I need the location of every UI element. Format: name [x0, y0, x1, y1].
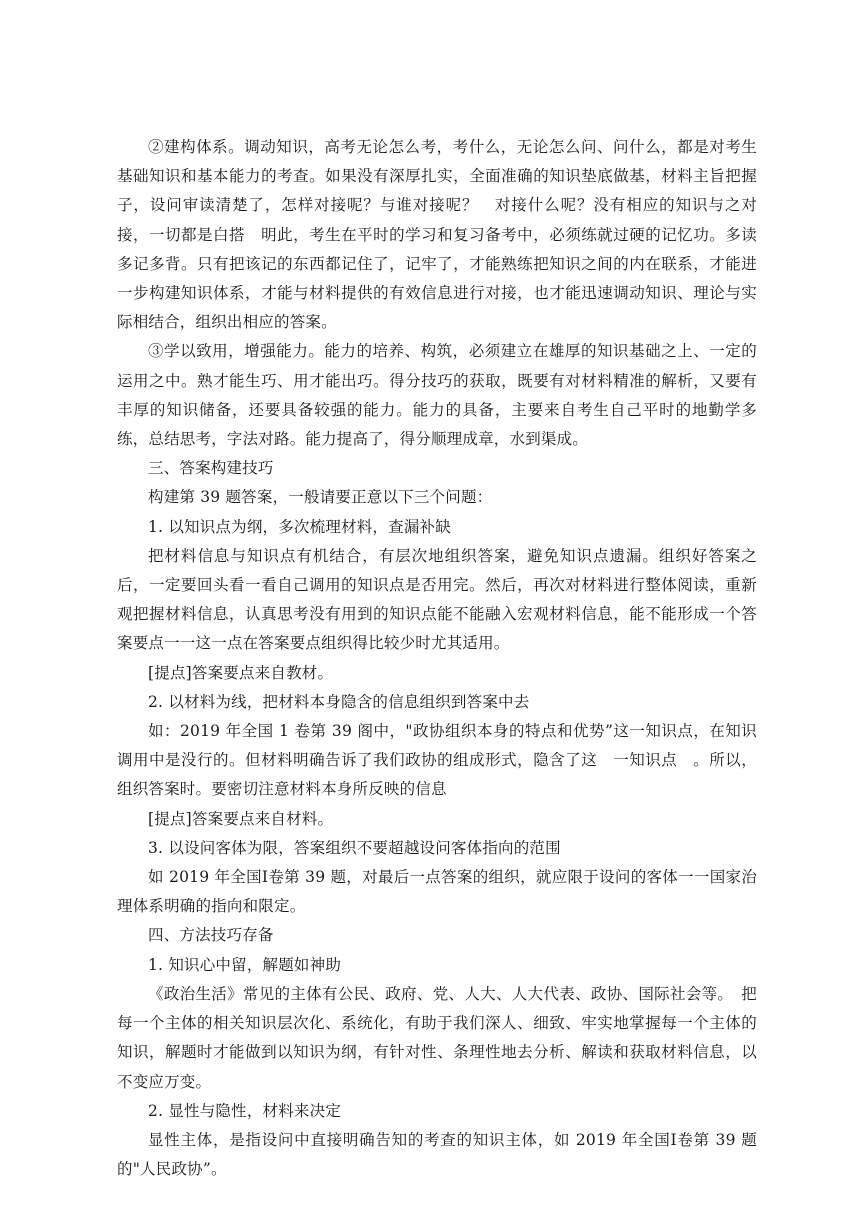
- paragraph-explicit-subject: 显性主体，是指设问中直接明确告知的考查的知识主体，如 2019 年全国Ⅰ卷第 39 题的"人民政协”。: [117, 1130, 757, 1179]
- section-heading-method-reserve: 四、方法技巧存备: [148, 926, 274, 945]
- tip-from-material: [提点]答案要点来自材料。: [148, 809, 334, 828]
- paragraph-example-governance: 如 2019 年全国Ⅰ卷第 39 题，对最后一点答案的组织，就应限于设问的客体一一国家治理体系明确的指向和限定。: [117, 868, 757, 916]
- subheading-material-line: 2. 以材料为线，把材料本身隐含的信息组织到答案中去: [148, 692, 530, 711]
- subheading-knowledge-in-mind: 1. 知识心中留，解题如神助: [148, 955, 342, 974]
- paragraph-apply-knowledge: ③学以致用，增强能力。能力的培养、构筑，必须建立在雄厚的知识基础之上、一定的运用之中。熟才能生巧、用才能出巧。得分技巧的获取，既要有对材料精准的解析，又要有丰厚的知识储备，还要具备较强的能力。能力的具备，主要来自考生自己平时的地勤学多练，总结思考，字法对路。能力提高了，得分顺理成章，水到渠成。: [117, 342, 757, 449]
- subheading-explicit-implicit: 2. 显性与隐性，材料来决定: [148, 1101, 342, 1120]
- document-body: [117, 133, 757, 1184]
- paragraph-three-issues: 构建第 39 题答案，一般请要正意以下三个问题：: [148, 488, 493, 507]
- paragraph-example-2019: 如：2019 年全国 1 卷第 39 阁中，"政协组织本身的特点和优势”这一知识点，在知识调用中是没行的。但材料明确告诉了我们政协的组成形式，隐含了这 一知识点 。所以，组织答案时。要密切注意材料本身所反映的信息: [117, 722, 757, 799]
- paragraph-combine-material: 把材料信息与知识点有机结合，有层次地组织答案，避免知识点遗漏。组织好答案之后，一定要回头看一看自己调用的知识点是否用完。然后，再次对材料进行整体阅读，重新观把握材料信息，认真思考没有用到的知识点能不能融入宏观材料信息，能不能形成一个答案要点一一这一点在答案要点组织得比较少时尤其适用。: [117, 546, 757, 653]
- subheading-knowledge-outline: 1. 以知识点为纲，多次梳理材料，查漏补缺: [148, 517, 451, 536]
- tip-from-textbook: [提点]答案要点来自教材。: [148, 663, 334, 682]
- section-heading-answer-techniques: 三、答案构建技巧: [148, 459, 274, 478]
- subheading-object-limit: 3. 以设问客体为限，答案组织不要超越设问客体指向的范围: [148, 838, 561, 857]
- paragraph-political-subjects: 《政治生活》常见的主体有公民、政府、党、人大、人大代表、政协、国际社会等。 把每一个主体的相关知识层次化、系统化，有助于我们深人、细致、牢实地掌握每一个主体的知识，解题时才能做到以知识为纲，有针对性、条理性地去分析、解读和获取材料信息，以不变应万变。: [117, 984, 757, 1091]
- paragraph-build-system: ②建构体系。调动知识，高考无论怎么考，考什么，无论怎么问、问什么，都是对考生基础知识和基本能力的考查。如果没有深厚扎实，全面准确的知识垫底做基，材料主旨把握子，设问审读清楚了，怎样对接呢？与谁对接呢？ 对接什么呢？没有相应的知识与之对接，一切都是白搭 明此，考生在平时的学习和复习备考中，必须练就过硬的记忆功。多读多记多背。只有把该记的东西都记住了，记牢了，才能熟练把知识之间的内在联系，才能进一步构建知识体系，才能与材料提供的有效信息进行对接，也才能迅速调动知识、理论与实际相结合，组织出相应的答案。: [117, 138, 757, 332]
